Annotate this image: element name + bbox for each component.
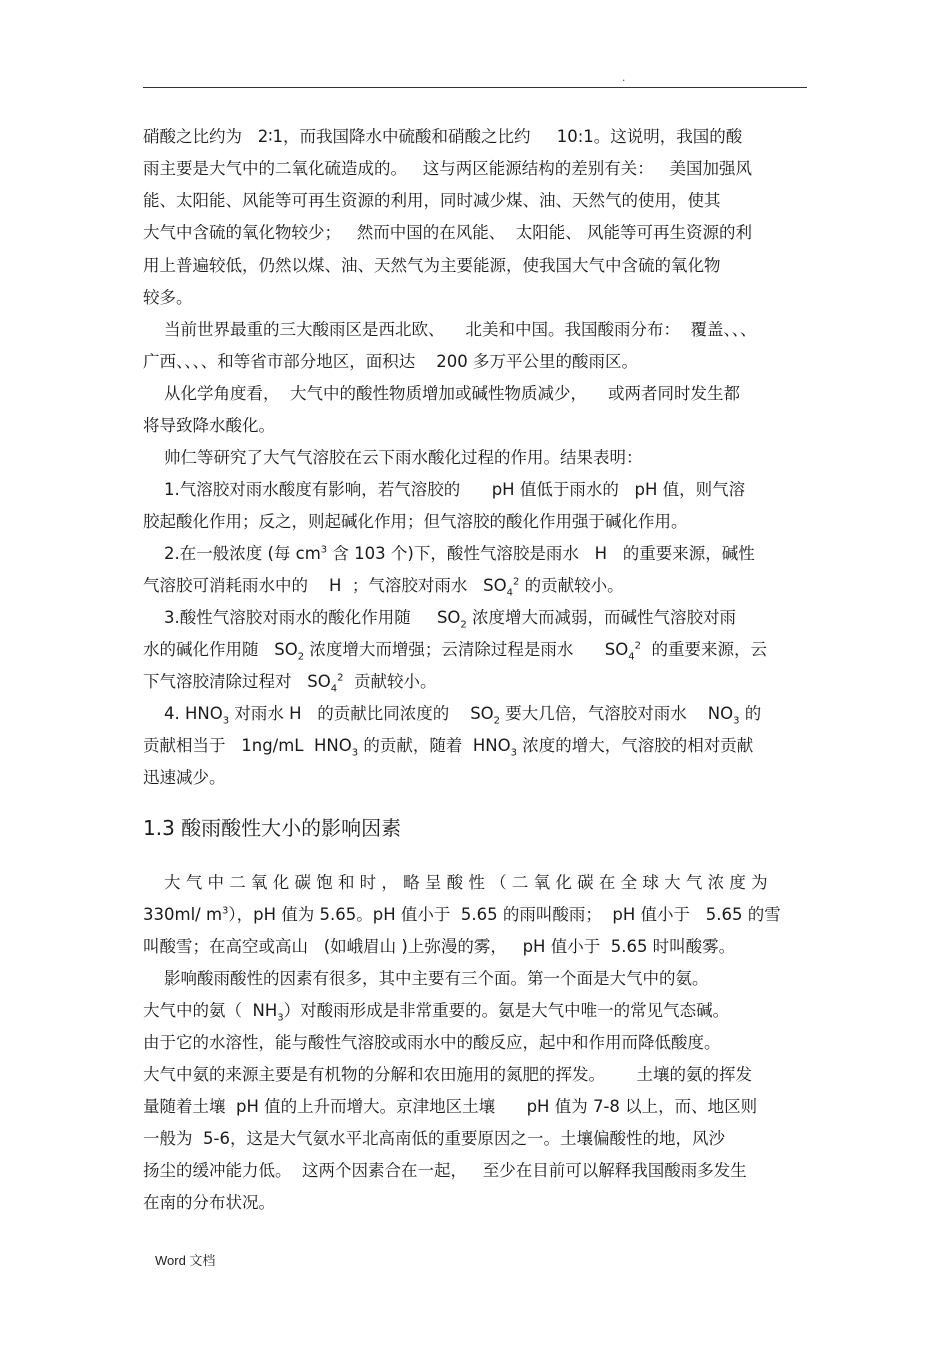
text-line: 气溶胶可消耗雨水中的 H ；气溶胶对雨水 $SO_4^2$ 的贡献较小。 (143, 576, 624, 599)
text-line: 当前世界最重的三大酸雨区是西北欧、 北美和中国。我国酸雨分布： 覆盖、、、 (143, 320, 757, 339)
text-line: 大气中的氨（ $NH_3$）对酸雨形成是非常重要的。氨是大气中唯一的常见气态碱。 (143, 1001, 730, 1024)
text-line: 3.酸性气溶胶对雨水的酸化作用随 $SO_2$ 浓度增大而减弱，而碱性气溶胶对雨 (143, 608, 737, 631)
footer-label: Word 文档 (155, 1253, 216, 1268)
text-line: 一般为 5-6，这是大气氨水平北高南低的重要原因之一。土壤偏酸性的地，风沙 (143, 1129, 725, 1148)
text-line: 4. $HNO_3$ 对雨水 H 的贡献比同浓度的 $SO_2$ 要大几倍，气溶胶对雨水 $NO_3$ 的 (143, 704, 762, 727)
text-line: 水的碱化作用随 $SO_2$ 浓度增大而增强；云清除过程是雨水 $SO_4^2$ 的重要来源，云 (143, 640, 768, 663)
text-line: 330ml/ $m^3$），pH 值为 5.65。pH 值小于 5.65 的雨叫酸雨； pH 值小于 5.65 的雪 (143, 905, 781, 924)
text-line: 下气溶胶清除过程对 $SO_4^2$ 贡献较小。 (143, 672, 437, 695)
text-line: 2.在一般浓度 (每 $cm^3$ 含 103 个)下，酸性气溶胶是雨水 H 的重要来源，碱性 (143, 544, 755, 563)
text-line: 大气中含硫的氧化物较少； 然而中国的在风能、 太阳能、 风能等可再生资源的利 (143, 223, 752, 242)
text-line: 硝酸之比约为 2∶1，而我国降水中硫酸和硝酸之比约 10:1。这说明，我国的酸 (143, 127, 743, 146)
text-line: 广西、、、、和等省市部分地区，面积达 200 多万平公里的酸雨区。 (143, 352, 638, 371)
header-rule (143, 87, 807, 88)
section-heading: 1.3 酸雨酸性大小的影响因素 (143, 816, 402, 840)
text-line: 从化学角度看， 大气中的酸性物质增加或碱性物质减少， 或两者同时发生都 (143, 384, 740, 403)
text-line: 大气中氨的来源主要是有机物的分解和农田施用的氮肥的挥发。 土壤的氨的挥发 (143, 1065, 752, 1084)
text-line: 扬尘的缓冲能力低。 这两个因素合在一起， 至少在目前可以解释我国酸雨多发生 (143, 1161, 747, 1180)
text-line: 用上普遍较低，仍然以煤、油、天然气为主要能源，使我国大气中含硫的氧化物 (143, 256, 721, 275)
text-line: 贡献相当于 1ng/mL $HNO_3$ 的贡献，随着 $HNO_3$ 浓度的增大，气溶胶的相对贡献 (143, 736, 754, 759)
text-line: 量随着土壤 pH 值的上升而增大。京津地区土壤 pH 值为 7-8 以上，而、地区则 (143, 1097, 758, 1116)
text-line: 迅速减少。 (143, 768, 226, 787)
header-mark: . (622, 70, 626, 84)
text-line: 大 气 中 二 氧 化 碳 饱 和 时 ， 略 呈 酸 性 （ 二 氧 化 碳 在 全 球 大 气 浓 度 为 (143, 873, 768, 892)
text-line: 较多。 (143, 288, 193, 307)
text-line: 由于它的水溶性，能与酸性气溶胶或雨水中的酸反应，起中和作用而降低酸度。 (143, 1033, 721, 1052)
text-line: 叫酸雪；在高空或高山 (如峨眉山 )上弥漫的雾， pH 值小于 5.65 时叫酸雾。 (143, 937, 736, 956)
text-line: 能、太阳能、风能等可再生资源的利用，同时减少煤、油、天然气的使用，使其 (143, 191, 721, 210)
text-line: 胶起酸化作用；反之，则起碱化作用；但气溶胶的酸化作用强于碱化作用。 (143, 512, 688, 531)
text-line: 影响酸雨酸性的因素有很多，其中主要有三个面。第一个面是大气中的氨。 (143, 969, 709, 988)
text-line: 在南的分布状况。 (143, 1193, 275, 1212)
text-line: 1.气溶胶对雨水酸度有影响，若气溶胶的 pH 值低于雨水的 pH 值，则气溶 (143, 480, 746, 499)
text-line: 雨主要是大气中的二氧化硫造成的。 这与两区能源结构的差别有关： 美国加强风 (143, 159, 752, 178)
text-line: 帅仁等研究了大气气溶胶在云下雨水酸化过程的作用。结果表明： (143, 448, 643, 467)
text-line: 将导致降水酸化。 (143, 416, 275, 435)
